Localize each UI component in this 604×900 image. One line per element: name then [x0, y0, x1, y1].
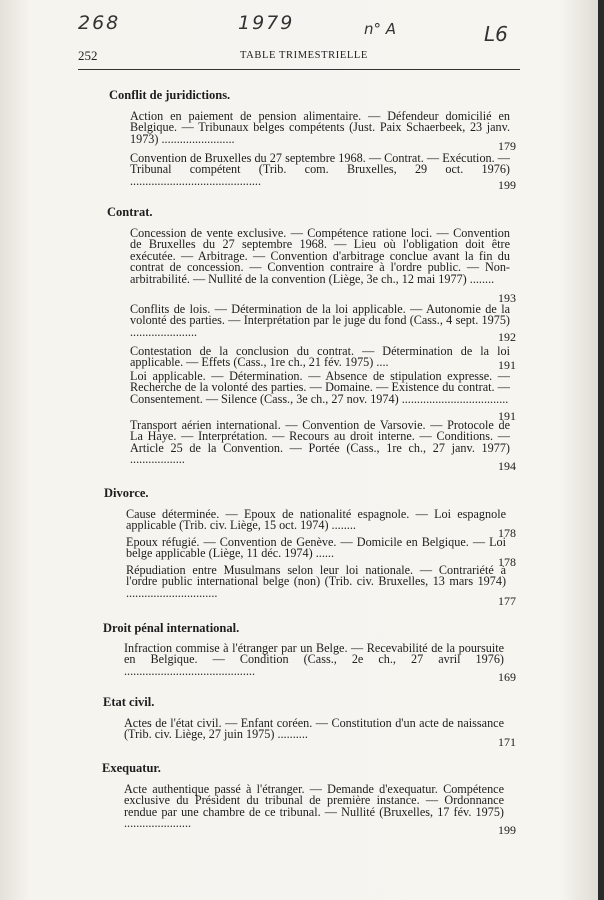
entry-text: Acte authentique passé à l'étranger. — Demande d'exequatur. Compétence exclusive du Président du tribunal de première instance. — Ordonnance rendue par une chambre de ce tribunal. — Nullité (Bruxelles, 17 fév. 1975) ...................... [124, 782, 504, 831]
entry-text: Infraction commise à l'étranger par un Belge. — Recevabilité de la poursuite en Belgique. — Condition (Cass., 2e ch., 27 avril 1976) ........................................... [124, 641, 504, 678]
entry-text: Concession de vente exclusive. — Compétence ratione loci. — Convention de Bruxelles du 27 septembre 1968. — Lieu où l'obligation doit être exécutée. — Arbitrage. — Convention d'arbitrage conclue avant la fin du contrat de concession. — Convention contraire à l'ordre public. — Non-arbitrabilité. — Nullité de la convention (Liège, 3e ch., 12 mai 1977) ........ [130, 226, 510, 286]
entry-page-ref: 191 [498, 358, 516, 372]
entry-text: Transport aérien international. — Convention de Varsovie. — Protocole de La Haye. — Interprétation. — Recours au droit interne. — Conditions. — Article 25 de la Convention. — Portée (Cass., 1re ch., 27 janv. 1977) .................. [130, 418, 510, 467]
index-entry [130, 111, 510, 145]
section-heading: Divorce. [104, 486, 149, 500]
index-entry [130, 153, 510, 187]
header-rule [78, 69, 520, 70]
entry-page-ref: 192 [498, 330, 516, 344]
entry-page-ref: 171 [498, 735, 516, 749]
entry-page-ref: 199 [498, 178, 516, 192]
entry-page-ref: 178 [498, 526, 516, 540]
entry-page-ref: 179 [498, 139, 516, 153]
handwritten-note: 268 [78, 12, 121, 34]
entry-text: Epoux réfugié. — Convention de Genève. — Domicile en Belgique. — Loi belge applicable (Liège, 11 déc. 1974) ...... [126, 535, 506, 561]
running-header [78, 48, 518, 66]
entry-text: Convention de Bruxelles du 27 septembre 1968. — Contrat. — Exécution. — Tribunal compétent (Trib. com. Bruxelles, 29 oct. 1976) ........................................... [130, 151, 510, 188]
entry-text: Action en paiement de pension alimentaire. — Défendeur domicilié en Belgique. — Tribunaux belges compétents (Just. Paix Schaerbeek, 23 janv. 1973) ........................ [130, 109, 510, 146]
entry-page-ref: 177 [498, 594, 516, 608]
entry-page-ref: 178 [498, 555, 516, 569]
index-entry [126, 509, 506, 532]
entry-text: Actes de l'état civil. — Enfant coréen. — Constitution d'un acte de naissance (Trib. civ. Liège, 27 juin 1975) .......... [124, 716, 504, 742]
index-entry [130, 420, 510, 466]
entry-page-ref: 194 [498, 459, 516, 473]
index-entry [130, 346, 510, 369]
index-entry [130, 371, 510, 405]
entry-page-ref: 169 [498, 670, 516, 684]
index-entry [130, 304, 510, 338]
section-heading: Exequatur. [102, 761, 161, 775]
section-heading: Droit pénal international. [103, 621, 240, 635]
section-heading: Conflit de juridictions. [109, 88, 231, 102]
header-title: TABLE TRIMESTRIELLE [240, 50, 368, 61]
handwritten-note: n° A [364, 20, 397, 38]
entry-page-ref: 199 [498, 823, 516, 837]
entry-text: Répudiation entre Musulmans selon leur loi nationale. — Contrariété à l'ordre public international belge (non) (Trib. civ. Bruxelles, 13 mars 1974) .............................. [126, 563, 506, 600]
index-entry [124, 784, 504, 830]
entry-text: Cause déterminée. — Epoux de nationalité espagnole. — Loi espagnole applicable (Trib. civ. Liège, 15 oct. 1974) ........ [126, 507, 506, 533]
index-entry [124, 643, 504, 677]
entry-page-ref: 191 [498, 409, 516, 423]
handwritten-note: 1979 [238, 12, 295, 34]
section-heading: Etat civil. [103, 695, 155, 709]
entry-text: Loi applicable. — Détermination. — Absence de stipulation expresse. — Recherche de la volonté des parties. — Domaine. — Existence du contrat. — Consentement. — Silence (Cass., 3e ch., 27 nov. 1974) ................................... [130, 369, 510, 406]
entry-page-ref: 193 [498, 291, 516, 305]
handwritten-note: L6 [484, 22, 508, 46]
entry-text: Conflits de lois. — Détermination de la loi applicable. — Autonomie de la volonté des parties. — Interprétation par le juge du fond (Cass., 4 sept. 1975) ...................... [130, 302, 510, 339]
index-entry [124, 718, 504, 741]
index-entry [130, 228, 510, 285]
page-edge-shadow [598, 0, 604, 900]
entry-text: Contestation de la conclusion du contrat. — Détermination de la loi applicable. — Effets (Cass., 1re ch., 21 fév. 1975) .... [130, 344, 510, 370]
index-entry [126, 565, 506, 599]
index-entry [126, 537, 506, 560]
section-heading: Contrat. [107, 205, 153, 219]
page-number: 252 [78, 48, 98, 63]
